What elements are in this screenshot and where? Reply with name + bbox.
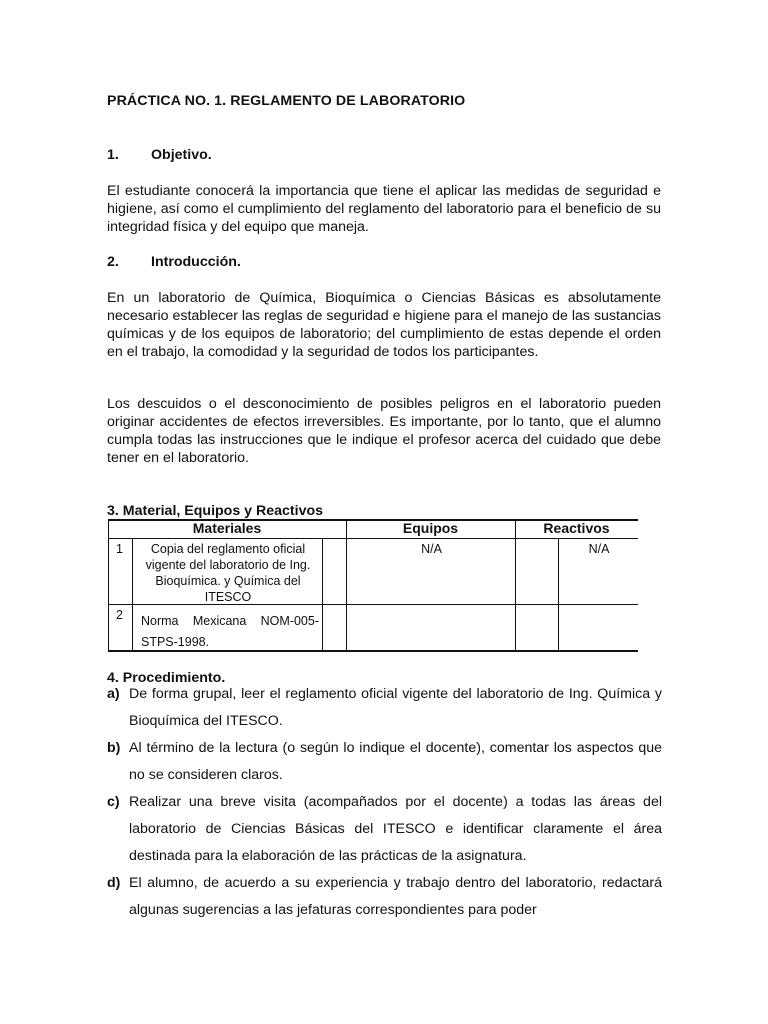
- introduccion-paragraph-2: Los descuidos o el desconocimiento de posibles peligros en el laboratorio pueden originar accidentes de efectos irreversibles. Es importante, por lo tanto, que el alumno cumpla todas las instrucciones que le indique el profesor acerca del cuidado que debe tener en el laboratorio.: [107, 396, 661, 466]
- materials-table: [108, 519, 638, 651]
- table-col-divider: [515, 519, 516, 651]
- table-header-reactivos: Reactivos: [543, 520, 610, 536]
- section-number: 1.: [107, 147, 119, 163]
- procedure-letter: d): [107, 875, 121, 891]
- section-title: Objetivo.: [151, 147, 212, 163]
- section-heading-objetivo: [107, 147, 212, 163]
- table-row-number: 2: [116, 608, 123, 622]
- procedure-item: [107, 870, 662, 924]
- table-row-number: 1: [116, 542, 123, 556]
- procedure-item: [107, 681, 662, 735]
- procedure-text: El alumno, de acuerdo a su experiencia y trabajo dentro del laboratorio, redactará algunas sugerencias a las jefaturas correspondientes para poder: [129, 875, 662, 918]
- procedure-text: Realizar una breve visita (acompañados por el docente) a todas las áreas del laboratorio de Ciencias Básicas del ITESCO e identificar claramente el área destinada para la elaboración de las prácticas de la asignatura.: [129, 794, 662, 864]
- section-heading-procedimiento: 4. Procedimiento.: [107, 670, 226, 686]
- procedure-letter: b): [107, 740, 121, 756]
- procedure-text: De forma grupal, leer el reglamento oficial vigente del laboratorio de Ing. Química y Bioquímica del ITESCO.: [129, 686, 662, 729]
- table-border-left: [108, 519, 109, 651]
- objetivo-paragraph: El estudiante conocerá la importancia que tiene el aplicar las medidas de seguridad e higiene, así como el cumplimiento del reglamento del laboratorio para el beneficio de su integridad física y del equipo que maneja.: [107, 183, 661, 235]
- table-header-materiales: Materiales: [192, 520, 262, 536]
- table-cell-equipos: N/A: [421, 542, 442, 556]
- section-heading-introduccion: [107, 254, 241, 270]
- procedure-letter: a): [107, 686, 120, 702]
- section-title: Introducción.: [151, 254, 241, 270]
- table-col-divider: [322, 538, 323, 651]
- procedure-item: [107, 789, 662, 870]
- section-number: 2.: [107, 254, 119, 270]
- table-cell-reactivos: N/A: [588, 542, 610, 556]
- introduccion-paragraph-1: En un laboratorio de Química, Bioquímica o Ciencias Básicas es absolutamente necesario establecer las reglas de seguridad e higiene para el manejo de las sustancias químicas y de los equipos de laboratorio; del cumplimiento de estas depende el orden en el trabajo, la comodidad y la seguridad de todos los participantes.: [107, 290, 661, 360]
- table-header-equipos: Equipos: [402, 520, 459, 536]
- page-title: PRÁCTICA NO. 1. REGLAMENTO DE LABORATORIO: [107, 93, 466, 109]
- table-col-divider: [346, 519, 347, 651]
- procedure-text: Al término de la lectura (o según lo indique el docente), comentar los aspectos que no se consideren claros.: [129, 740, 662, 783]
- procedure-letter: c): [107, 794, 120, 810]
- table-col-divider: [132, 538, 133, 651]
- procedure-item: [107, 735, 662, 789]
- section-heading-material: 3. Material, Equipos y Reactivos: [107, 503, 324, 519]
- table-cell-material: Norma Mexicana NOM-005-STPS-1998.: [141, 614, 319, 649]
- table-cell-material: Copia del reglamento oficial vigente del laboratorio de Ing. Bioquímica. y Química del ITESCO: [145, 542, 311, 604]
